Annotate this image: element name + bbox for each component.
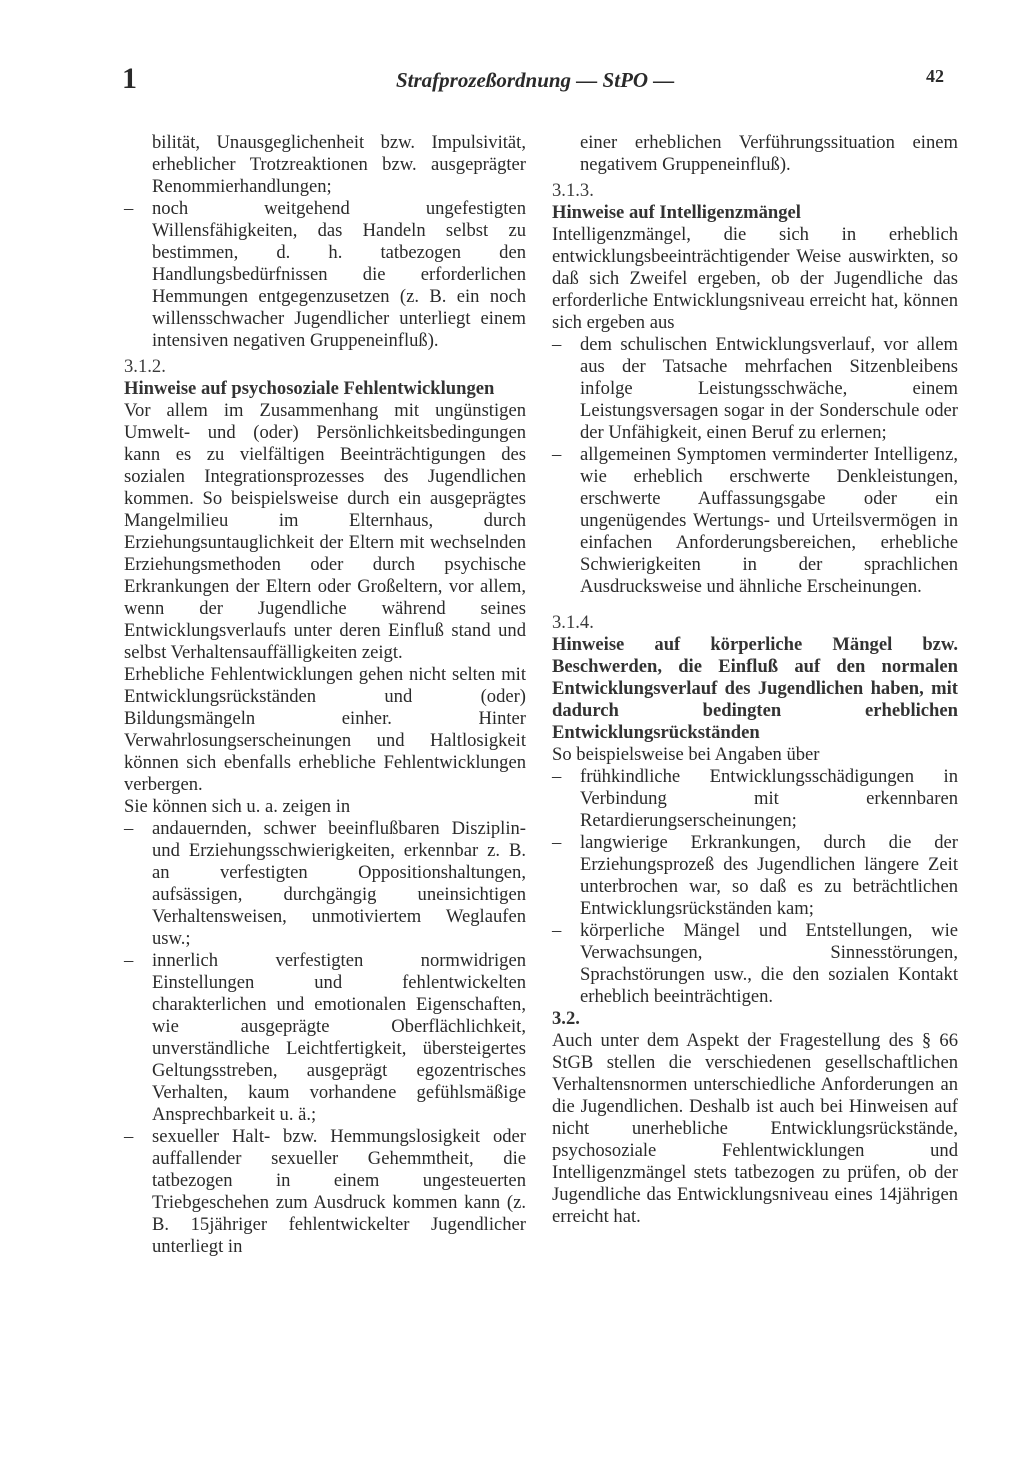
list-item: – innerlich verfestigten normwidrigen Einstellungen und fehlentwickelten charakterlichen und emotionalen Eigenschaften, wie ausgeprägte Oberflächlichkeit, unverständliche Leichtfertigkeit, übersteigertes Geltungsstreben, ausgeprägt egozentrisches Verhalten, kaum vorhandene gefühlsmäßige Ansprechbarkeit u. ä.; [124,950,526,1126]
list-item: – sexueller Halt- bzw. Hemmungslosigkeit oder auffallender sexueller Gehemmtheit, die tatbezogen in einem ungesteuerten Triebgeschehen zum Ausdruck kommen kann (z. B. 15jähriger fehlentwickelter Jugendlicher unterliegt in [124,1126,526,1258]
section-heading-3-1-4: Hinweise auf körperliche Mängel bzw. Beschwerden, die Einfluß auf den normalen Entwicklungsverlauf des Jugendlichen haben, mit dadurch bedingten erheblichen Entwicklungsrückständen [552,634,958,743]
list-item: – allgemeinen Symptomen verminderter Intelligenz, wie erheblich erschwerte Denkleistungen, erschwerte Auffassungsgabe oder ein ungenügendes Wertungs- und Urteilsvermögen in einfachen Anforderungsbereichen, erhebliche Schwierigkeiten in der sprachlichen Ausdrucksweise und ähnliche Erscheinungen. [552,444,958,598]
page-header [0,62,1024,98]
paragraph: Vor allem im Zusammenhang mit ungünstigen Umwelt- und (oder) Persönlichkeitsbedingungen kann es zu vielfältigen Beeinträchtigungen des sozialen Integrationsprozesses des Jugendlichen kommen. So beispielsweise durch ein ausgeprägtes Mangelmilieu im Elternhaus, durch Erziehungsuntauglichkeit der Eltern mit wechselnden Erziehungsmethoden oder durch psychische Erkrankungen der Eltern oder Großeltern, vor allem, wenn der Jugendliche während seines Entwicklungsverlaufs unter deren Einfluß stand und selbst Verhaltensauffälligkeiten zeigt. [124,400,526,663]
left-column [124,132,526,1258]
section-heading-3-1-2: Hinweise auf psychosoziale Fehlentwicklungen [124,378,495,399]
running-title: Strafprozeßordnung — StPO — [396,68,675,92]
list-item-continued: einer erheblichen Verführungssituation einem negativem Gruppeneinfluß). [580,132,958,175]
section-number-3-2: 3.2. [552,1008,580,1029]
section-heading-3-1-3: Hinweise auf Intelligenzmängel [552,202,801,223]
list-item: – dem schulischen Entwicklungsverlauf, vor allem aus der Tatsache mehrfachen Sitzenbleibens infolge Leistungsschwäche, einem Leistungsversagen sogar in der Sonderschule oder der Unfähigkeit, einen Beruf zu erlernen; [552,334,958,444]
list-item: – noch weitgehend ungefestigten Willensfähigkeiten, das Handeln selbst zu bestimmen, d. h. tatbezogen den Handlungsbedürfnissen die erforderlichen Hemmungen entgegenzusetzen (z. B. ein noch willensschwacher Jugendlicher unterliegt einem intensiven negativen Gruppeneinfluß). [124,198,526,352]
page-number: 42 [926,66,944,86]
section-number-3-1-3: 3.1.3. [552,180,594,201]
list-item: – langwierige Erkrankungen, durch die der Erziehungsprozeß des Jugendlichen längere Zeit unterbrochen war, so daß es zu beträchtlichen Entwicklungsrückständen kam; [552,832,958,920]
paragraph: Sie können sich u. a. zeigen in [124,796,351,817]
list-item: – andauernden, schwer beeinflußbaren Disziplin- und Erziehungsschwierigkeiten, erkennbar z. B. an verfestigten Oppositionshaltungen, aufsässigen, durchgängig uneinsichtigen Verhaltensweisen, unmotiviertem Weglaufen usw.; [124,818,526,950]
section-number-3-1-2: 3.1.2. [124,356,166,377]
section-number-3-1-4: 3.1.4. [552,612,594,633]
list-item: – frühkindliche Entwicklungsschädigungen in Verbindung mit erkennbaren Retardierungserscheinungen; [552,766,958,832]
chapter-number: 1 [122,62,137,95]
paragraph: So beispielsweise bei Angaben über [552,744,820,765]
list-item: – körperliche Mängel und Entstellungen, wie Verwachsungen, Sinnesstörungen, Sprachstörungen usw., die den sozialen Kontakt erheblich beeinträchtigen. [552,920,958,1008]
paragraph: Erhebliche Fehlentwicklungen gehen nicht selten mit Entwicklungsrückständen und (oder) Bildungsmängeln einher. Hinter Verwahrlosungserscheinungen und Haltlosigkeit können sich ebenfalls erhebliche Fehlentwicklungen verbergen. [124,664,526,795]
list-item-continued: bilität, Unausgeglichenheit bzw. Impulsivität, erheblicher Trotzreaktionen bzw. ausgeprägter Renommierhandlungen; [152,132,526,197]
paragraph: Intelligenzmängel, die sich in erheblich entwicklungsbeeinträchtigender Weise auswirkten, so daß sich Zweifel ergeben, ob der Jugendliche das erforderliche Entwicklungsniveau erreicht hat, können sich ergeben aus [552,224,958,333]
right-column [552,132,958,1228]
paragraph: Auch unter dem Aspekt der Fragestellung des § 66 StGB stellen die verschiedenen gesellschaftlichen Verhaltensnormen unterschiedliche Anforderungen an die Jugendlichen. Deshalb ist auch bei Hinweisen auf nicht unerhebliche Entwicklungsrückstände, psychosoziale Fehlentwicklungen und Intelligenzmängel stets tatbezogen zu prüfen, ob der Jugendliche das Entwicklungsniveau eines 14jährigen erreicht hat. [552,1030,958,1227]
